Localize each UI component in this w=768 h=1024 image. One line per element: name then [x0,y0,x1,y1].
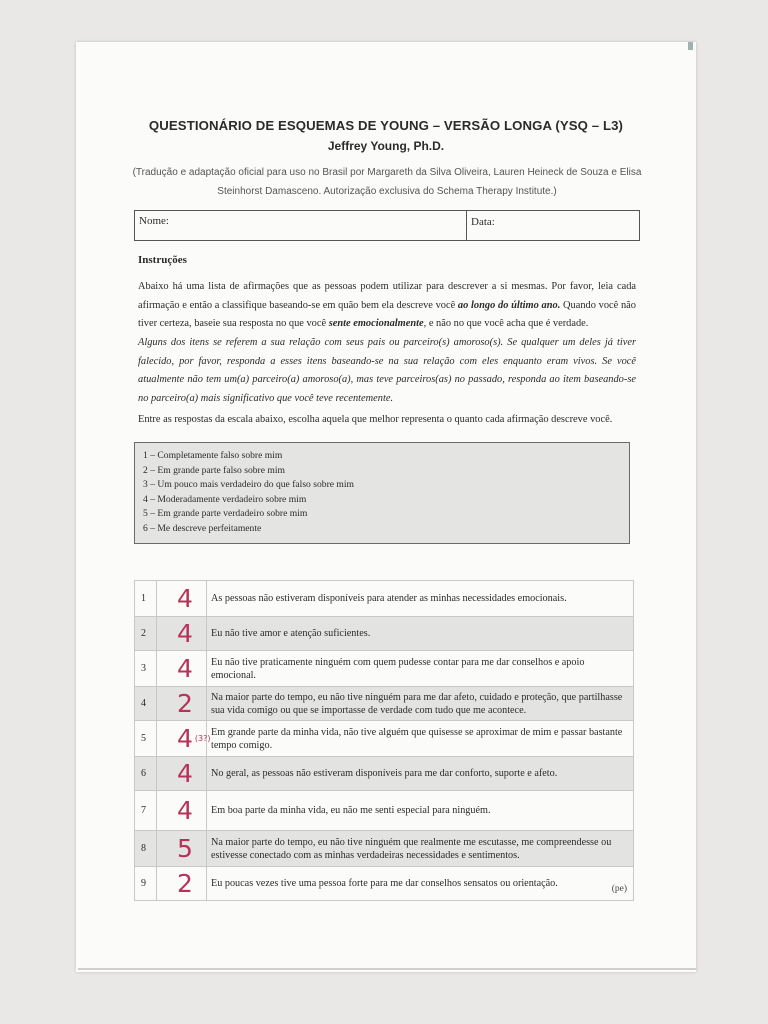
item-number: 4 [135,687,157,721]
translation-credit [118,163,656,201]
scale-option: 1 – Completamente falso sobre mim [143,450,283,461]
item-number: 5 [135,721,157,757]
table-row [135,721,634,757]
document-author: Jeffrey Young, Ph.D. [327,139,445,153]
table-row [135,581,634,617]
identification-box [134,210,640,241]
handwritten-answer: 4 [177,654,193,683]
item-number: 2 [135,617,157,651]
scale-option: 5 – Em grande parte verdadeiro sobre mim [143,508,308,520]
answer-cell[interactable] [157,791,207,831]
date-field[interactable] [471,216,495,228]
credit-line-1: (Tradução e adaptação oficial para uso no Brasil por Margareth da Silva Oliveira, Lauren Heineck de Souza e Elisa [132,167,642,178]
instr-p1-part3: , e não no que você acha que é verdade. [423,318,589,330]
instructions-paragraph-2: Alguns dos itens se referem a sua relação com seus pais ou parceiro(s) amoroso(s). Se qualquer um deles já tiver falecido, por favor, responda a esses itens baseando-se na sua relação com eles enquanto eram vivos. Se você atualmente não tem um(a) parceiro(a) amoroso(a), mas teve parceiros(as) no passado, responda ao item baseando-se no parceiro(a) mais significativo que você teve recentemente. [138,337,636,404]
item-number: 9 [135,867,157,901]
handwritten-answer: 2 [177,689,193,718]
item-statement: Em boa parte da minha vida, eu não me senti especial para ninguém. [207,791,634,831]
answer-cell[interactable] [157,867,207,901]
instr-p1-emphasis-2: sente emocionalmente [328,318,424,330]
instr-p1-part2: Quando você não tiver certeza, baseie sua resposta no que você [138,299,636,330]
page-edge-mark [688,42,693,50]
item-statement: Na maior parte do tempo, eu não tive ninguém que realmente me escutasse, me compreendesse ou estivesse conectado com as minhas verdadeiras necessidades e sentimentos. [207,831,634,867]
handwritten-note: (3?) [194,733,211,743]
item-statement: Eu não tive praticamente ninguém com quem pudesse contar para me dar conselhos e apoio emocional. [207,651,634,687]
answer-cell[interactable] [157,581,207,617]
answer-cell[interactable] [157,651,207,687]
instructions-heading: Instruções [138,254,187,266]
handwritten-answer: 4 [177,796,193,825]
instr-p1-part1: Abaixo há uma lista de afirmações que as pessoas podem utilizar para descrever a si mesmas. Por favor, leia cada afirmação e então a classifique baseando-se em quão bem ela descreve você [138,281,636,311]
item-number: 3 [135,651,157,687]
item-statement: As pessoas não estiveram disponíveis para atender as minhas necessidades emocionais. [207,581,634,617]
handwritten-answer: 4 [177,724,193,753]
document-title: QUESTIONÁRIO DE ESQUEMAS DE YOUNG – VERSÃO LONGA (YSQ – L3) [148,118,624,133]
instructions-paragraph-1 [138,278,636,334]
instr-p1-emphasis-1: ao longo do último ano. [457,299,561,311]
answer-cell[interactable] [157,757,207,791]
answer-cell[interactable] [157,617,207,651]
table-row [135,791,634,831]
item-statement [207,867,634,901]
page-bottom-edge [78,968,696,970]
rating-scale-box [134,442,630,544]
item-statement: Eu não tive amor e atenção suficientes. [207,617,634,651]
scale-option: 2 – Em grande parte falso sobre mim [143,464,285,476]
answer-cell[interactable] [157,721,211,757]
name-label: Nome: [139,215,169,227]
item-statement: Em grande parte da minha vida, não tive alguém que quisesse se aproximar de mim e passar bastante tempo comigo. [207,721,634,757]
item-statement: Na maior parte do tempo, eu não tive ninguém para me dar afeto, cuidado e proteção, que partilhasse sua vida comigo ou que se importasse de verdade com tudo que me acontece. [207,687,634,721]
answer-cell[interactable] [157,831,207,867]
name-field[interactable] [139,215,169,227]
item-number: 6 [135,757,157,791]
handwritten-answer: 4 [177,619,193,648]
credit-line-2: Steinhorst Damasceno. Autorização exclusiva do Schema Therapy Institute.) [217,186,557,197]
scale-option: 4 – Moderadamente verdadeiro sobre mim [143,493,307,505]
scale-option: 6 – Me descreve perfeitamente [143,522,262,534]
item-number: 1 [135,581,157,617]
field-divider [466,211,467,240]
date-label: Data: [471,216,495,228]
table-row [135,757,634,791]
table-row [135,831,634,867]
questionnaire-items-table [134,580,634,901]
item-statement: No geral, as pessoas não estiveram disponíveis para me dar conforto, suporte e afeto. [207,757,634,791]
instructions-paragraph-3: Entre as respostas da escala abaixo, escolha aquela que melhor representa o quanto cada afirmação descreve você. [138,414,613,425]
item-number: 8 [135,831,157,867]
answer-cell[interactable] [157,687,207,721]
table-row [135,867,634,901]
table-row [135,617,634,651]
handwritten-answer: 4 [177,584,193,613]
scale-option: 3 – Um pouco mais verdadeiro do que falso sobre mim [143,479,355,491]
handwritten-answer: 4 [177,759,193,788]
page-continuation-mark: (pe) [611,884,627,894]
item-number: 7 [135,791,157,831]
handwritten-answer: 5 [177,834,193,863]
table-row [135,687,634,721]
item-statement-text: Eu poucas vezes tive uma pessoa forte para me dar conselhos sensatos ou orientação. [211,878,558,889]
handwritten-answer: 2 [177,869,193,898]
table-row [135,651,634,687]
